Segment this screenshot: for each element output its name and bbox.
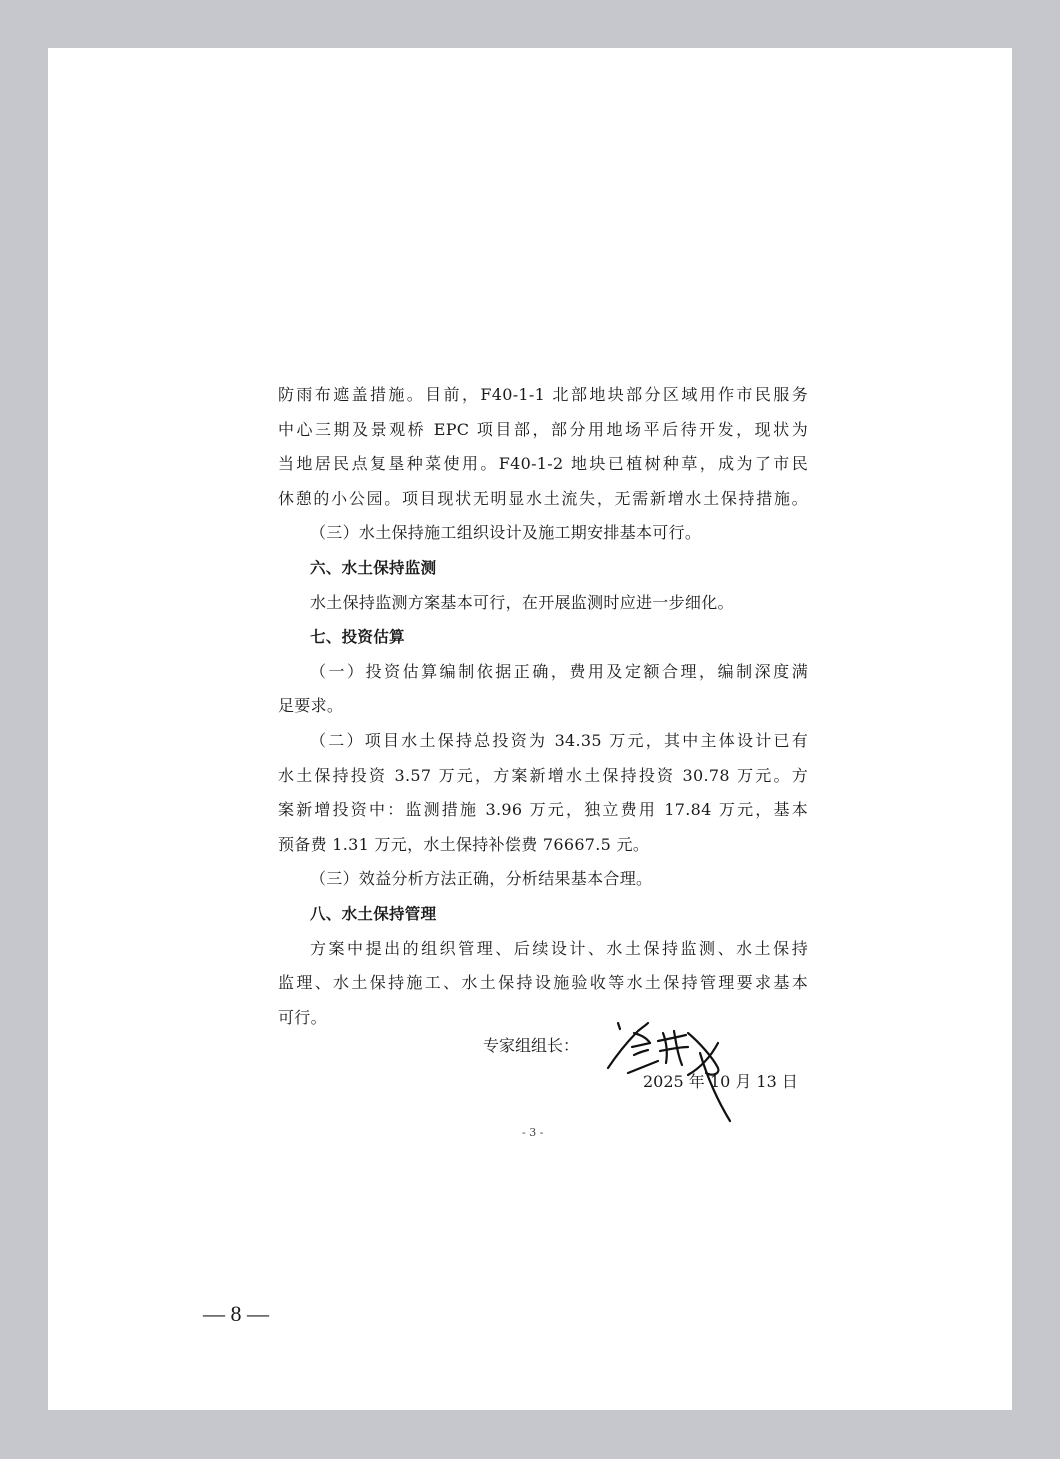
body-line: （一）投资估算编制依据正确，费用及定额合理，编制深度满 [310, 661, 808, 681]
section-heading-investment: 七、投资估算 [310, 628, 405, 647]
handwritten-signature [588, 1003, 748, 1128]
body-line: （二）项目水土保持总投资为 34.35 万元，其中主体设计已有 [310, 730, 808, 750]
section-heading-management: 八、水土保持管理 [310, 904, 437, 923]
body-line: 防雨布遮盖措施。目前，F40-1-1 北部地块部分区域用作市民服务 [278, 385, 808, 404]
page-number: — 8 — [203, 1301, 269, 1326]
body-line: 休憩的小公园。项目现状无明显水土流失，无需新增水土保持措施。 [278, 488, 808, 508]
body-line: 方案中提出的组织管理、后续设计、水土保持监测、水土保持 [310, 938, 808, 958]
body-line: 水土保持投资 3.57 万元，方案新增水土保持投资 30.78 万元。方 [278, 765, 808, 785]
signature-date: 2025 年 10 月 13 日 [643, 1072, 798, 1091]
signature-label: 专家组组长： [483, 1036, 580, 1055]
body-line: 水土保持监测方案基本可行，在开展监测时应进一步细化。 [310, 592, 734, 612]
body-line: 预备费 1.31 万元，水土保持补偿费 76667.5 元。 [278, 834, 650, 854]
body-line: 中心三期及景观桥 EPC 项目部，部分用地场平后待开发，现状为 [278, 419, 808, 439]
body-line: 足要求。 [278, 696, 344, 716]
body-line: 监理、水土保持施工、水土保持设施验收等水土保持管理要求基本 [278, 973, 808, 993]
scanned-review-opinion [278, 378, 808, 1035]
body-line: 可行。 [278, 1007, 327, 1027]
body-line: 案新增投资中：监测措施 3.96 万元，独立费用 17.84 万元，基本 [278, 800, 808, 820]
body-line: （三）效益分析方法正确，分析结果基本合理。 [310, 869, 653, 889]
document-page [48, 48, 1012, 1410]
body-line: （三）水土保持施工组织设计及施工期安排基本可行。 [310, 523, 702, 543]
body-line: 当地居民点复垦种菜使用。F40-1-2 地块已植树种草，成为了市民 [278, 454, 808, 474]
section-heading-monitoring: 六、水土保持监测 [310, 558, 437, 577]
scanned-page-number: - 3 - [522, 1126, 544, 1139]
